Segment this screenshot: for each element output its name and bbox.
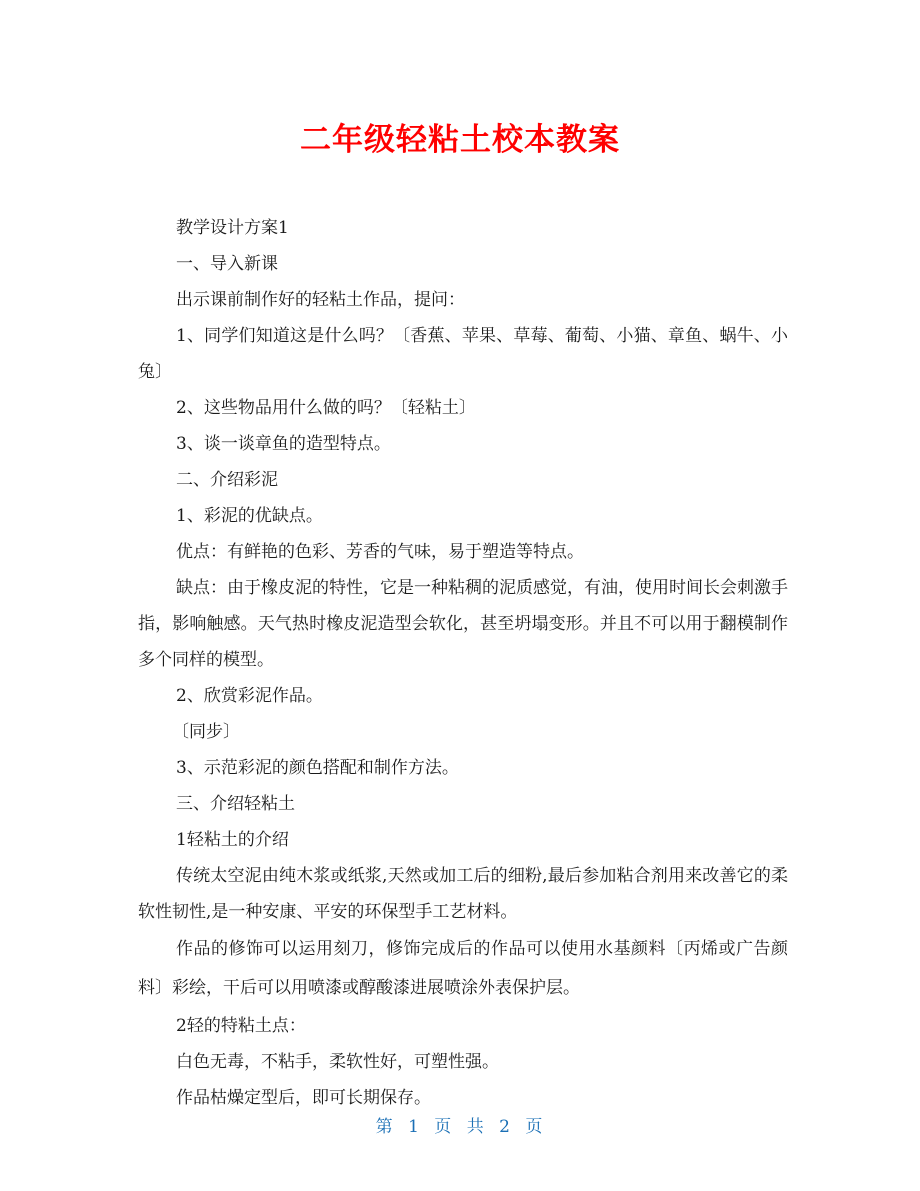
paragraph-question-1: 1、同学们知道这是什么吗？〔香蕉、苹果、草莓、葡萄、小猫、章鱼、蜗牛、小兔〕 <box>138 326 788 382</box>
paragraph-section-2-heading: 二、介绍彩泥 <box>176 470 278 490</box>
paragraph-features: 白色无毒，不粘手，柔软性好，可塑性强。 <box>176 1052 499 1072</box>
page-number-footer: 第 1 页 共 2 页 <box>375 1117 545 1137</box>
paragraph-clay-intro: 传统太空泥由纯木浆或纸浆,天然或加工后的细粉,最后参加粘合剂用来改善它的柔软性韧性,是一种安康、平安的环保型手工艺材料。 <box>138 866 788 922</box>
paragraph-design-plan: 教学设计方案1 <box>176 218 289 238</box>
document-body <box>138 210 788 1116</box>
paragraph-question-3: 3、谈一谈章鱼的造型特点。 <box>176 434 391 454</box>
paragraph-storage: 作品枯燥定型后，即可长期保存。 <box>176 1088 431 1108</box>
document-title: 二年级轻粘土校本教案 <box>300 122 620 158</box>
paragraph-advantages: 优点：有鲜艳的色彩、芳香的气味，易于塑造等特点。 <box>176 542 584 562</box>
paragraph-features-heading: 2轻的特粘土点： <box>176 1016 306 1036</box>
paragraph-appreciate-works: 2、欣赏彩泥作品。 <box>176 686 323 706</box>
paragraph-decoration: 作品的修饰可以运用刻刀，修饰完成后的作品可以使用水基颜料〔丙烯或广告颜料〕彩绘，干后可以用喷漆或醇酸漆进展喷涂外表保护层。 <box>138 939 788 998</box>
paragraph-sync: 〔同步〕 <box>172 722 240 742</box>
paragraph-pros-cons-heading: 1、彩泥的优缺点。 <box>176 506 323 526</box>
paragraph-show-works: 出示课前制作好的轻粘土作品，提问： <box>176 290 465 310</box>
paragraph-disadvantages: 缺点：由于橡皮泥的特性，它是一种粘稠的泥质感觉，有油，使用时间长会刺激手指，影响触感。天气热时橡皮泥造型会软化，甚至坍塌变形。并且不可以用于翻模制作多个同样的模型。 <box>138 578 788 670</box>
paragraph-demo-colors: 3、示范彩泥的颜色搭配和制作方法。 <box>176 758 459 778</box>
paragraph-section-3-heading: 三、介绍轻粘土 <box>176 794 295 814</box>
paragraph-section-1-heading: 一、导入新课 <box>176 254 278 274</box>
paragraph-clay-intro-heading: 1轻粘土的介绍 <box>176 830 289 850</box>
paragraph-question-2: 2、这些物品用什么做的吗？〔轻粘土〕 <box>176 398 476 418</box>
